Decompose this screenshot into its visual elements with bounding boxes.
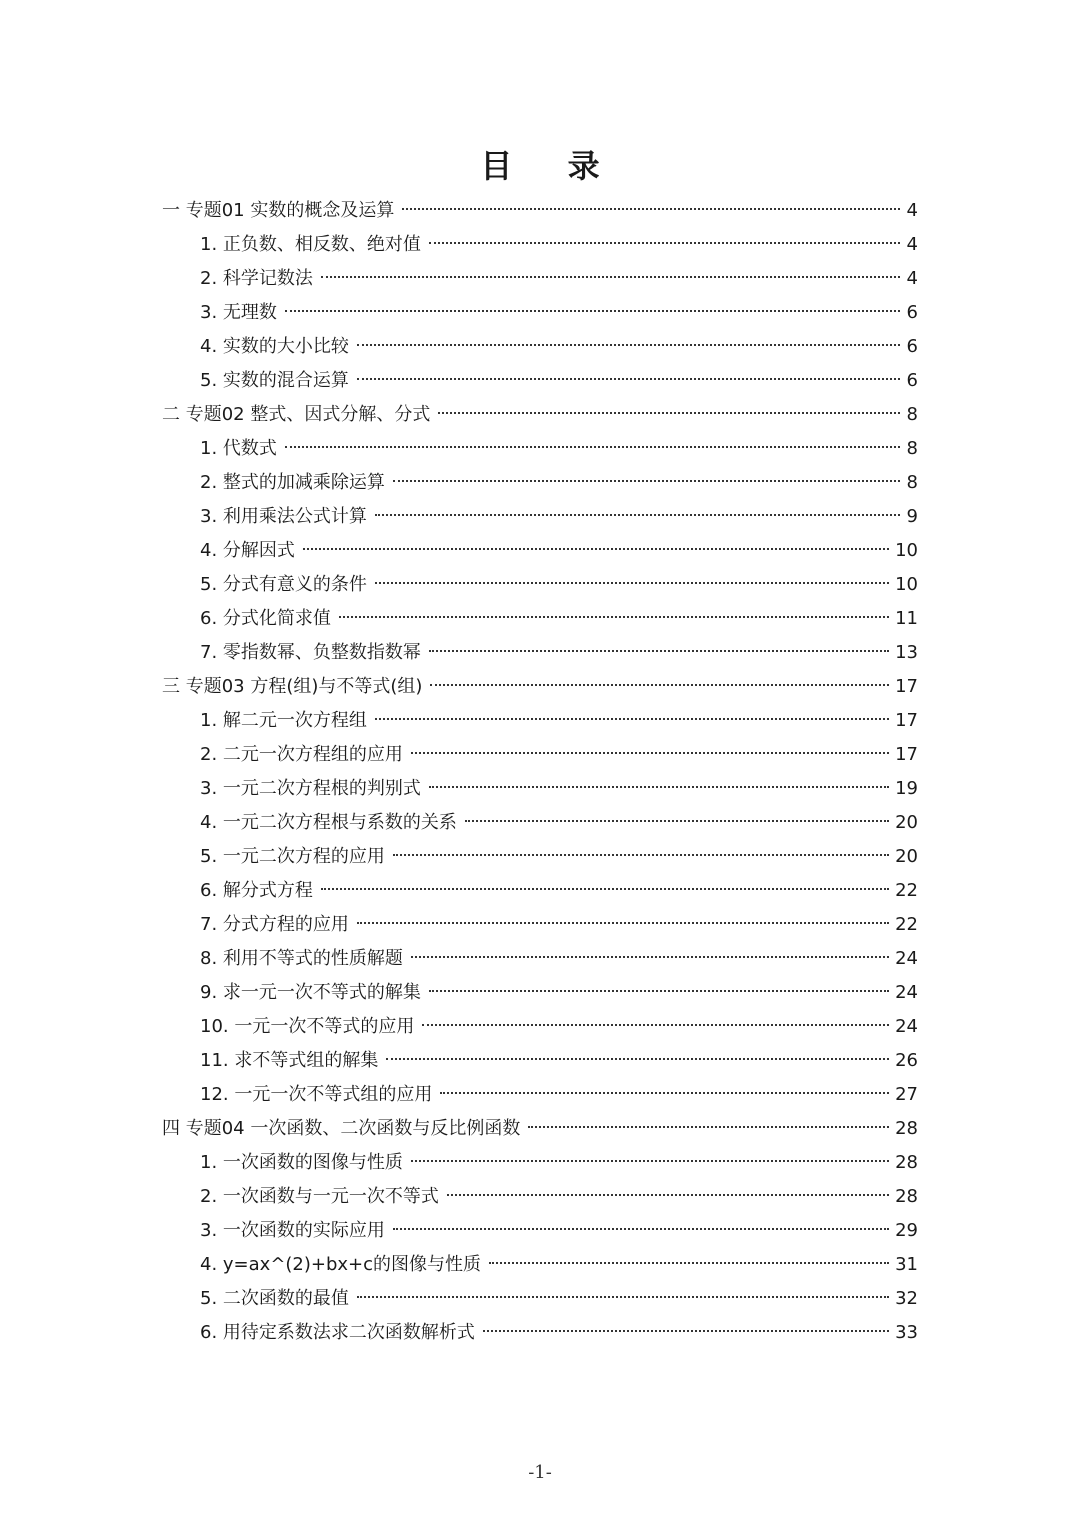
toc-entry-title: 1. 解二元一次方程组 — [200, 710, 367, 731]
toc-section-row[interactable] — [162, 636, 918, 670]
dot-leader — [465, 820, 889, 822]
toc-entry-page: 26 — [895, 1050, 918, 1071]
dot-leader — [357, 378, 900, 380]
toc-section-row[interactable] — [162, 908, 918, 942]
dot-leader — [411, 956, 889, 958]
toc-section-row[interactable] — [162, 1180, 918, 1214]
dot-leader — [429, 242, 900, 244]
toc-entry-page: 4 — [906, 200, 918, 221]
toc-entry-page: 4 — [906, 268, 918, 289]
dot-leader — [386, 1058, 889, 1060]
toc-section-row[interactable] — [162, 500, 918, 534]
toc-section-row[interactable] — [162, 1044, 918, 1078]
toc-entry-page: 28 — [895, 1186, 918, 1207]
toc-entry-page: 28 — [895, 1152, 918, 1173]
toc-section-row[interactable] — [162, 296, 918, 330]
dot-leader — [528, 1126, 889, 1128]
toc-entry-title: 1. 一次函数的图像与性质 — [200, 1152, 403, 1173]
dot-leader — [411, 1160, 889, 1162]
dot-leader — [357, 344, 900, 346]
toc-section-row[interactable] — [162, 1316, 918, 1350]
toc-entry-title: 一 专题01 实数的概念及运算 — [162, 200, 395, 221]
toc-section-row[interactable] — [162, 874, 918, 908]
page-number: -1- — [528, 1462, 552, 1483]
toc-entry-page: 33 — [895, 1322, 918, 1343]
dot-leader — [411, 752, 889, 754]
page-title: 目 录 — [480, 147, 622, 185]
toc-entry-title: 1. 正负数、相反数、绝对值 — [200, 234, 421, 255]
toc-section-row[interactable] — [162, 1146, 918, 1180]
toc-section-row[interactable] — [162, 262, 918, 296]
toc-entry-page: 22 — [895, 880, 918, 901]
toc-entry-title: 12. 一元一次不等式组的应用 — [200, 1084, 433, 1105]
dot-leader — [429, 786, 889, 788]
toc-section-row[interactable] — [162, 534, 918, 568]
toc-entry-title: 三 专题03 方程(组)与不等式(组) — [162, 676, 423, 697]
dot-leader — [375, 582, 889, 584]
toc-chapter-row[interactable] — [162, 398, 918, 432]
toc-entry-page: 17 — [895, 676, 918, 697]
toc-entry-page: 24 — [895, 948, 918, 969]
toc-chapter-row[interactable] — [162, 194, 918, 228]
toc-section-row[interactable] — [162, 772, 918, 806]
toc-entry-page: 13 — [895, 642, 918, 663]
toc-entry-page: 20 — [895, 846, 918, 867]
toc-entry-page: 31 — [895, 1254, 918, 1275]
dot-leader — [447, 1194, 889, 1196]
toc-section-row[interactable] — [162, 364, 918, 398]
toc-section-row[interactable] — [162, 738, 918, 772]
toc-entry-title: 2. 一次函数与一元一次不等式 — [200, 1186, 439, 1207]
toc-entry-page: 11 — [895, 608, 918, 629]
toc-entry-page: 24 — [895, 982, 918, 1003]
toc-entry-page: 10 — [895, 574, 918, 595]
toc-section-row[interactable] — [162, 466, 918, 500]
table-of-contents — [162, 194, 918, 1350]
dot-leader — [375, 718, 889, 720]
toc-chapter-row[interactable] — [162, 670, 918, 704]
dot-leader — [438, 412, 900, 414]
toc-section-row[interactable] — [162, 1010, 918, 1044]
dot-leader — [393, 1228, 889, 1230]
toc-entry-page: 8 — [906, 404, 918, 425]
toc-entry-title: 1. 代数式 — [200, 438, 277, 459]
toc-entry-title: 2. 二元一次方程组的应用 — [200, 744, 403, 765]
toc-entry-page: 4 — [906, 234, 918, 255]
toc-section-row[interactable] — [162, 432, 918, 466]
toc-entry-title: 3. 一元二次方程根的判别式 — [200, 778, 421, 799]
toc-entry-page: 17 — [895, 744, 918, 765]
toc-entry-page: 20 — [895, 812, 918, 833]
toc-entry-title: 四 专题04 一次函数、二次函数与反比例函数 — [162, 1118, 521, 1139]
dot-leader — [285, 446, 900, 448]
toc-entry-title: 3. 一次函数的实际应用 — [200, 1220, 385, 1241]
toc-entry-title: 5. 分式有意义的条件 — [200, 574, 367, 595]
toc-entry-page: 29 — [895, 1220, 918, 1241]
dot-leader — [393, 480, 900, 482]
toc-section-row[interactable] — [162, 330, 918, 364]
toc-entry-page: 6 — [906, 370, 918, 391]
toc-entry-title: 5. 实数的混合运算 — [200, 370, 349, 391]
toc-entry-title: 4. y=ax^(2)+bx+c的图像与性质 — [200, 1254, 482, 1275]
toc-entry-title: 3. 利用乘法公式计算 — [200, 506, 367, 527]
toc-entry-page: 10 — [895, 540, 918, 561]
toc-entry-title: 5. 二次函数的最值 — [200, 1288, 349, 1309]
toc-entry-title: 10. 一元一次不等式的应用 — [200, 1016, 415, 1037]
toc-section-row[interactable] — [162, 602, 918, 636]
dot-leader — [489, 1262, 889, 1264]
dot-leader — [321, 888, 889, 890]
toc-entry-page: 8 — [906, 472, 918, 493]
toc-entry-title: 9. 求一元一次不等式的解集 — [200, 982, 421, 1003]
toc-entry-title: 6. 分式化简求值 — [200, 608, 331, 629]
toc-entry-title: 4. 一元二次方程根与系数的关系 — [200, 812, 457, 833]
toc-entry-title: 4. 实数的大小比较 — [200, 336, 349, 357]
toc-entry-page: 24 — [895, 1016, 918, 1037]
toc-entry-page: 32 — [895, 1288, 918, 1309]
toc-entry-title: 2. 整式的加减乘除运算 — [200, 472, 385, 493]
dot-leader — [339, 616, 889, 618]
toc-section-row[interactable] — [162, 1282, 918, 1316]
toc-section-row[interactable] — [162, 1214, 918, 1248]
toc-entry-page: 19 — [895, 778, 918, 799]
toc-section-row[interactable] — [162, 228, 918, 262]
toc-entry-title: 8. 利用不等式的性质解题 — [200, 948, 403, 969]
toc-entry-title: 6. 用待定系数法求二次函数解析式 — [200, 1322, 475, 1343]
dot-leader — [429, 990, 889, 992]
toc-section-row[interactable] — [162, 976, 918, 1010]
toc-entry-page: 8 — [906, 438, 918, 459]
toc-entry-page: 6 — [906, 302, 918, 323]
dot-leader — [483, 1330, 889, 1332]
dot-leader — [402, 208, 900, 210]
toc-entry-title: 7. 零指数幂、负整数指数幂 — [200, 642, 421, 663]
dot-leader — [422, 1024, 889, 1026]
dot-leader — [321, 276, 900, 278]
toc-section-row[interactable] — [162, 840, 918, 874]
dot-leader — [440, 1092, 889, 1094]
toc-entry-page: 28 — [895, 1118, 918, 1139]
toc-entry-title: 二 专题02 整式、因式分解、分式 — [162, 404, 431, 425]
toc-entry-page: 17 — [895, 710, 918, 731]
toc-section-row[interactable] — [162, 568, 918, 602]
toc-section-row[interactable] — [162, 704, 918, 738]
dot-leader — [285, 310, 900, 312]
dot-leader — [357, 922, 889, 924]
dot-leader — [375, 514, 900, 516]
toc-entry-page: 27 — [895, 1084, 918, 1105]
dot-leader — [303, 548, 889, 550]
toc-entry-title: 2. 科学记数法 — [200, 268, 313, 289]
toc-section-row[interactable] — [162, 806, 918, 840]
toc-entry-title: 5. 一元二次方程的应用 — [200, 846, 385, 867]
toc-entry-page: 22 — [895, 914, 918, 935]
toc-entry-title: 6. 解分式方程 — [200, 880, 313, 901]
toc-entry-title: 11. 求不等式组的解集 — [200, 1050, 379, 1071]
toc-entry-title: 7. 分式方程的应用 — [200, 914, 349, 935]
dot-leader — [430, 684, 889, 686]
toc-entry-page: 9 — [906, 506, 918, 527]
dot-leader — [393, 854, 889, 856]
toc-section-row[interactable] — [162, 1248, 918, 1282]
dot-leader — [357, 1296, 889, 1298]
toc-chapter-row[interactable] — [162, 1112, 918, 1146]
toc-entry-page: 6 — [906, 336, 918, 357]
toc-section-row[interactable] — [162, 1078, 918, 1112]
dot-leader — [429, 650, 889, 652]
toc-section-row[interactable] — [162, 942, 918, 976]
toc-entry-title: 4. 分解因式 — [200, 540, 295, 561]
toc-entry-title: 3. 无理数 — [200, 302, 277, 323]
